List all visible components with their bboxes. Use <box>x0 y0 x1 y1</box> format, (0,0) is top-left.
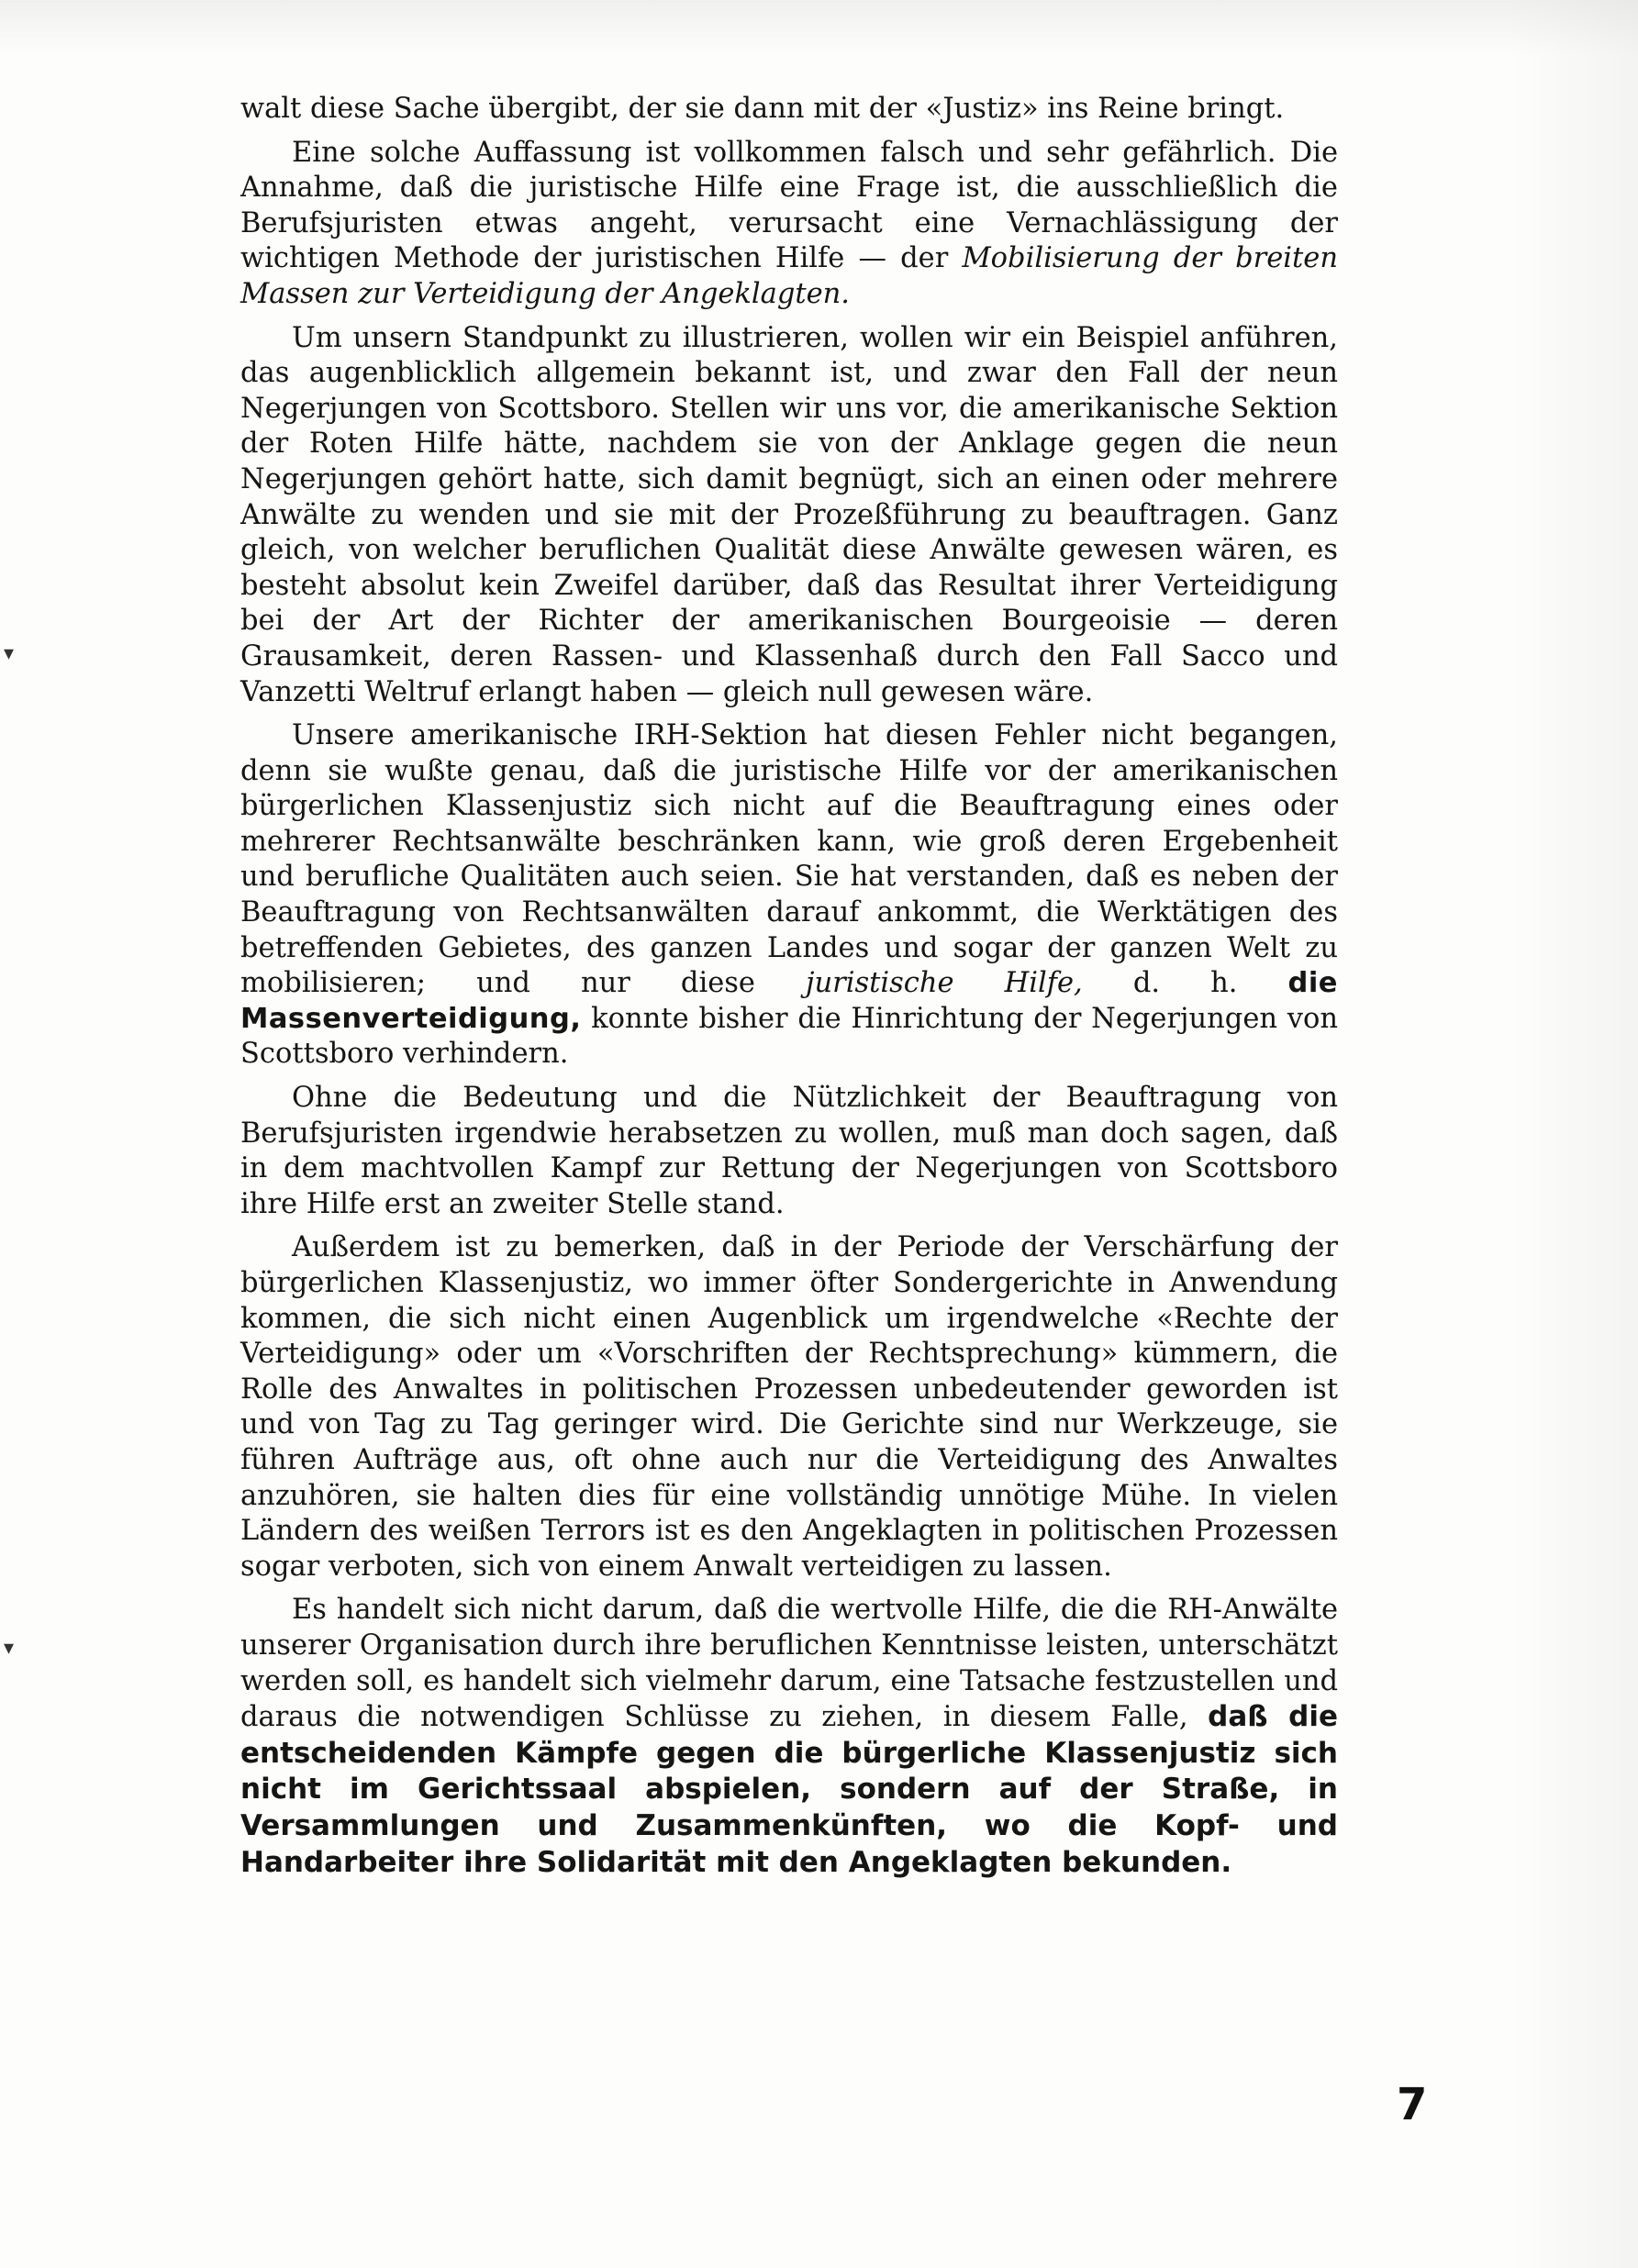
page-number: 7 <box>1397 2079 1428 2130</box>
paragraph-text: d. h. <box>1082 967 1288 1000</box>
emphasis-mass-mobilisation: Mobilisierung der breiten Massen zur Verteidigung der Angeklagten. <box>240 242 1339 310</box>
strong-conclusion: daß die entscheidenden Kämpfe gegen die bürgerliche Klassenjustiz sich nicht im Gerichtssaal abspielen, sondern auf der Straße, in Versammlungen und Zusammenkünften, wo die Kopf- und Handarbeiter ihre Solidarität mit den Angeklagten bekunden. <box>240 1700 1338 1879</box>
paragraph-text: Unsere amerikanische IRH-Sektion hat diesen Fehler nicht begangen, denn sie wußte genau, daß die juristische Hilfe vor der amerikanischen bürgerlichen Klassenjustiz sich nicht auf die Beauftragung eines oder mehrerer Rechtsanwälte beschränken kann, wie groß deren Ergebenheit und berufliche Qualitäten auch seien. Sie hat verstanden, daß es neben der Beauftragung von Rechtsanwälten darauf ankommt, die Werktätigen des betreffenden Gebietes, des ganzen Landes und sogar der ganzen Welt zu mobilisieren; und nur diese <box>240 719 1338 1000</box>
strong-mass-defence: die Massenverteidigung, <box>240 967 1338 1035</box>
paragraph-professional-jurists: Ohne die Bedeutung und die Nützlichkeit der Beauftragung von Berufsjuristen irgendwie herabsetzen zu wollen, muß man doch sagen, daß in dem machtvollen Kampf zur Rettung der Negerjungen von Scottsboro ihre Hilfe erst an zweiter Stelle stand. <box>240 1082 1338 1220</box>
margin-mark: ▾ <box>4 642 15 665</box>
paragraph-misconception <box>240 136 1338 313</box>
emphasis-juristic-help: juristische Hilfe, <box>806 967 1083 1000</box>
paragraph-text: Es handelt sich nicht darum, daß die wertvolle Hilfe, die die RH-Anwälte unserer Organisation durch ihre beruflichen Kenntnisse leisten, unterschätzt werden soll, es handelt sich vielmehr darum, eine Tatsache festzustellen und daraus die notwendigen Schlüsse zu ziehen, in diesem Falle, <box>240 1594 1338 1734</box>
paragraph-conclusion <box>240 1593 1338 1881</box>
paragraph-american-section <box>240 718 1338 1073</box>
margin-mark: ▾ <box>4 1637 15 1660</box>
scan-shadow-right <box>1510 0 1638 2268</box>
paragraph-text: Eine solche Auffassung ist vollkommen falsch und sehr gefährlich. Die Annahme, daß die juristische Hilfe eine Frage ist, die ausschließlich die Berufsjuristen etwas angeht, verursacht eine Vernachlässigung der wichtigen Methode der juristischen Hilfe — der <box>240 136 1338 275</box>
body-text <box>240 92 1338 1889</box>
paragraph-continuation: walt diese Sache übergibt, der sie dann mit der «Justiz» ins Reine bringt. <box>240 93 1285 125</box>
paragraph-scottsboro-example: Um unsern Standpunkt zu illustrieren, wollen wir ein Beispiel anführen, das augenblicklich allgemein bekannt ist, und zwar den Fall der neun Negerjungen von Scottsboro. Stellen wir uns vor, die amerikanische Sektion der Roten Hilfe hätte, nachdem sie von der Anklage gegen die neun Negerjungen gehört hatte, sich damit begnügt, sich an einen oder mehrere Anwälte zu wenden und sie mit der Prozeßführung zu beauftragen. Ganz gleich, von welcher beruflichen Qualität diese Anwälte gewesen wären, es besteht absolut kein Zweifel darüber, daß das Resultat ihrer Verteidigung bei der Art der Richter der amerikanischen Bourgeoisie — deren Grausamkeit, deren Rassen- und Klassenhaß durch den Fall Sacco und Vanzetti Weltruf erlangt haben — gleich null gewesen wäre. <box>240 321 1338 708</box>
paragraph-text: konnte bisher die Hinrichtung der Negerjungen von Scottsboro verhindern. <box>240 1002 1338 1071</box>
scan-shadow-top <box>0 0 1638 55</box>
paragraph-special-courts: Außerdem ist zu bemerken, daß in der Periode der Verschärfung der bürgerlichen Klassenjustiz, wo immer öfter Sondergerichte in Anwendung kommen, die sich nicht einen Augenblick um irgendwelche «Rechte der Verteidigung» oder um «Vorschriften der Rechtsprechung» kümmern, die Rolle des Anwaltes in politischen Prozessen unbedeutender geworden ist und von Tag zu Tag geringer wird. Die Gerichte sind nur Werkzeuge, sie führen Aufträge aus, oft ohne auch nur die Verteidigung des Anwaltes anzuhören, sie halten dies für eine vollständig unnötige Mühe. In vielen Ländern des weißen Terrors ist es den Angeklagten in politischen Prozessen sogar verboten, sich von einem Anwalt verteidigen zu lassen. <box>240 1231 1338 1583</box>
